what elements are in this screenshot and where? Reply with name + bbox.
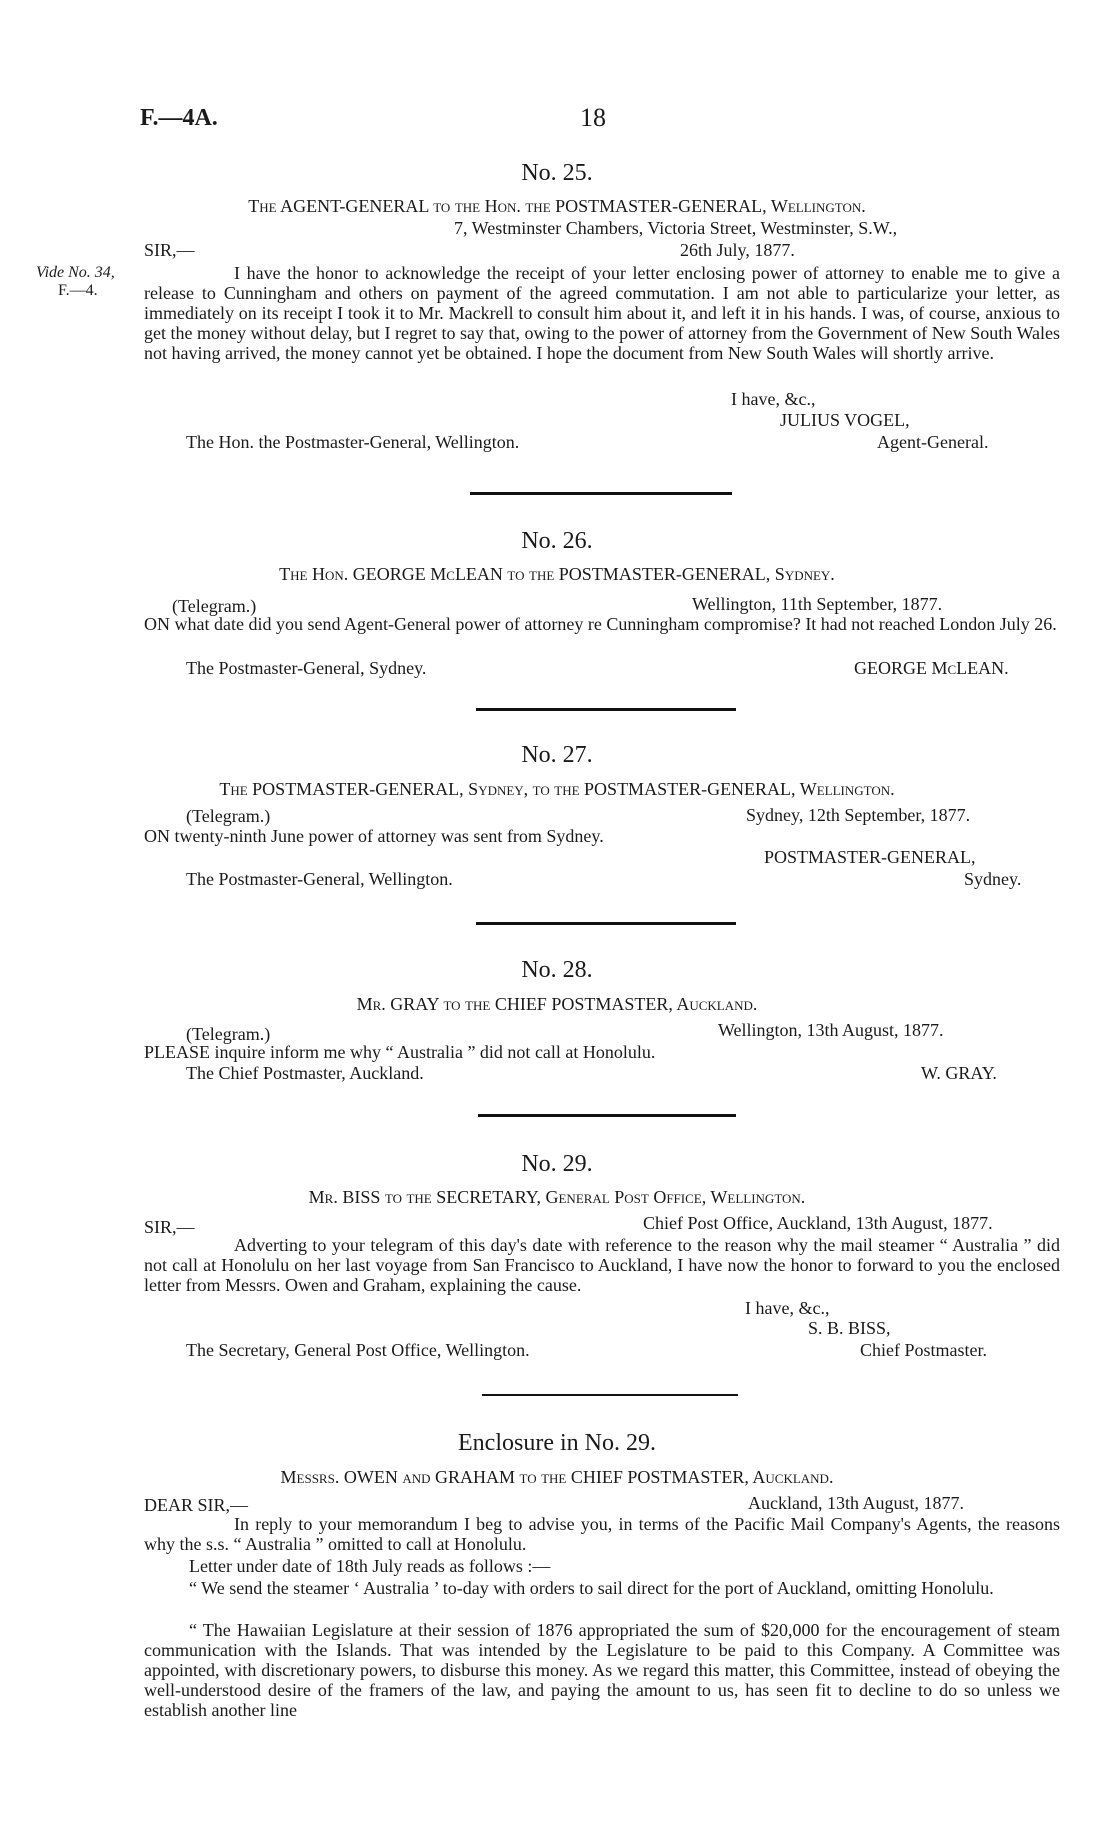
no25-date: 26th July, 1877. <box>680 240 795 260</box>
enclosure-addressee: Messrs. OWEN and GRAHAM to the CHIEF POSTMASTER, Auckland. <box>280 1467 834 1487</box>
margin-note-vide: Vide No. 34, <box>36 264 115 281</box>
no25-salutation: SIR,— <box>144 240 195 260</box>
no25-recipient: The Hon. the Postmaster-General, Wellington. <box>186 432 520 452</box>
enclosure-para1 <box>144 1514 1060 1554</box>
enclosure-para1-text: In reply to your memorandum I beg to advise you, in terms of the Pacific Mail Company's Agents, the reasons why the s.s. “ Australia ” omitted to call at Honolulu. <box>144 1514 1060 1554</box>
no27-type: (Telegram.) <box>186 806 271 826</box>
no25-closing: I have, &c., <box>731 389 816 409</box>
enclosure-para2 <box>144 1556 1060 1576</box>
enclosure-date: Auckland, 13th August, 1877. <box>748 1493 964 1513</box>
no25-sig-title: Agent-General. <box>877 432 989 452</box>
no26-date: Wellington, 11th September, 1877. <box>692 594 943 614</box>
section-title-no25: No. 25. <box>521 160 593 186</box>
divider-rule <box>476 922 736 925</box>
no28-type: (Telegram.) <box>186 1024 271 1044</box>
divider-rule <box>476 708 736 711</box>
no29-signature: S. B. BISS, <box>808 1318 891 1338</box>
enclosure-para3-text: “ We send the steamer ‘ Australia ’ to-day with orders to sail direct for the port of Auckland, omitting Honolulu. <box>189 1578 994 1598</box>
no28-recipient: The Chief Postmaster, Auckland. <box>186 1063 424 1083</box>
no27-addressee: The POSTMASTER-GENERAL, Sydney, to the POSTMASTER-GENERAL, Wellington. <box>219 779 895 799</box>
no27-body: ON twenty-ninth June power of attorney was sent from Sydney. <box>144 826 604 846</box>
no26-body <box>144 614 1058 634</box>
no29-sig-title: Chief Postmaster. <box>860 1340 987 1360</box>
no25-body-text: I have the honor to acknowledge the receipt of your letter enclosing power of attorney to enable me to give a release to Cunningham and others on payment of the agreed commutation. I am not able to particularize your letter, as immediately on its receipt I took it to Mr. Mackrell to consult him about it, and left it in his hands. I was, of course, anxious to get the money without delay, but I regret to say that, owing to the power of attorney from the Government of New South Wales not having arrived, the money cannot yet be obtained. I hope the document from New South Wales will shortly arrive. <box>144 263 1060 363</box>
no26-type: (Telegram.) <box>172 596 257 616</box>
no28-addressee: Mr. GRAY to the CHIEF POSTMASTER, Auckland. <box>356 994 758 1014</box>
no27-date: Sydney, 12th September, 1877. <box>746 805 971 825</box>
margin-note-ref: F.—4. <box>58 282 98 299</box>
no28-body: PLEASE inquire inform me why “ Australia ” did not call at Honolulu. <box>144 1042 656 1062</box>
no29-salutation: SIR,— <box>144 1217 195 1237</box>
no29-recipient: The Secretary, General Post Office, Wellington. <box>186 1340 530 1360</box>
no25-addressee: The AGENT-GENERAL to the Hon. the POSTMASTER-GENERAL, Wellington. <box>248 196 866 216</box>
no29-closing: I have, &c., <box>745 1298 830 1318</box>
divider-rule <box>470 492 732 495</box>
no26-signature: GEORGE McLEAN. <box>854 658 1009 678</box>
enclosure-para2-text: Letter under date of 18th July reads as follows :— <box>189 1556 551 1576</box>
section-title-enclosure: Enclosure in No. 29. <box>458 1430 656 1456</box>
divider-rule <box>482 1394 738 1396</box>
no29-date: Chief Post Office, Auckland, 13th August, 1877. <box>643 1213 993 1233</box>
no25-address: 7, Westminster Chambers, Victoria Street, Westminster, S.W., <box>454 218 898 238</box>
page-number: 18 <box>580 103 606 132</box>
no25-signature: JULIUS VOGEL, <box>780 410 910 430</box>
no26-body-text: ON what date did you send Agent-General power of attorney re Cunningham compromise? It had not reached London July 26. <box>144 614 1057 634</box>
no26-recipient: The Postmaster-General, Sydney. <box>186 658 427 678</box>
no28-signature: W. GRAY. <box>921 1063 997 1083</box>
enclosure-para3 <box>144 1578 1060 1598</box>
no26-addressee: The Hon. GEORGE McLEAN to the POSTMASTER-GENERAL, Sydney. <box>279 564 835 584</box>
section-title-no27: No. 27. <box>521 742 593 768</box>
no28-date: Wellington, 13th August, 1877. <box>718 1020 944 1040</box>
no27-sig-place: Sydney. <box>964 869 1022 889</box>
no29-body <box>144 1235 1060 1295</box>
no27-signature: POSTMASTER-GENERAL, <box>764 847 976 867</box>
no27-recipient: The Postmaster-General, Wellington. <box>186 869 453 889</box>
no29-addressee: Mr. BISS to the SECRETARY, General Post Office, Wellington. <box>308 1187 806 1207</box>
no25-body <box>144 263 1060 363</box>
section-title-no28: No. 28. <box>521 957 593 983</box>
enclosure-salutation: DEAR SIR,— <box>144 1495 249 1515</box>
divider-rule <box>478 1114 736 1117</box>
document-reference: F.—4A. <box>140 105 218 131</box>
section-title-no26: No. 26. <box>521 528 593 554</box>
enclosure-para4-text: “ The Hawaiian Legislature at their session of 1876 appropriated the sum of $20,000 for the encouragement of steam communication with the Islands. That was intended by the Legislature to be paid to this Company. A Committee was appointed, with discretionary powers, to disburse this money. As we regard this matter, this Committee, instead of obeying the well-understood desire of the framers of the law, and paying the amount to us, has seen fit to decline to do so unless we establish another line <box>144 1620 1060 1720</box>
no29-body-text: Adverting to your telegram of this day's date with reference to the reason why the mail steamer “ Australia ” did not call at Honolulu on her last voyage from San Francisco to Auckland, I have now the honor to forward to you the enclosed letter from Messrs. Owen and Graham, explaining the cause. <box>144 1235 1060 1295</box>
section-title-no29: No. 29. <box>521 1151 593 1177</box>
enclosure-para4 <box>144 1620 1060 1720</box>
